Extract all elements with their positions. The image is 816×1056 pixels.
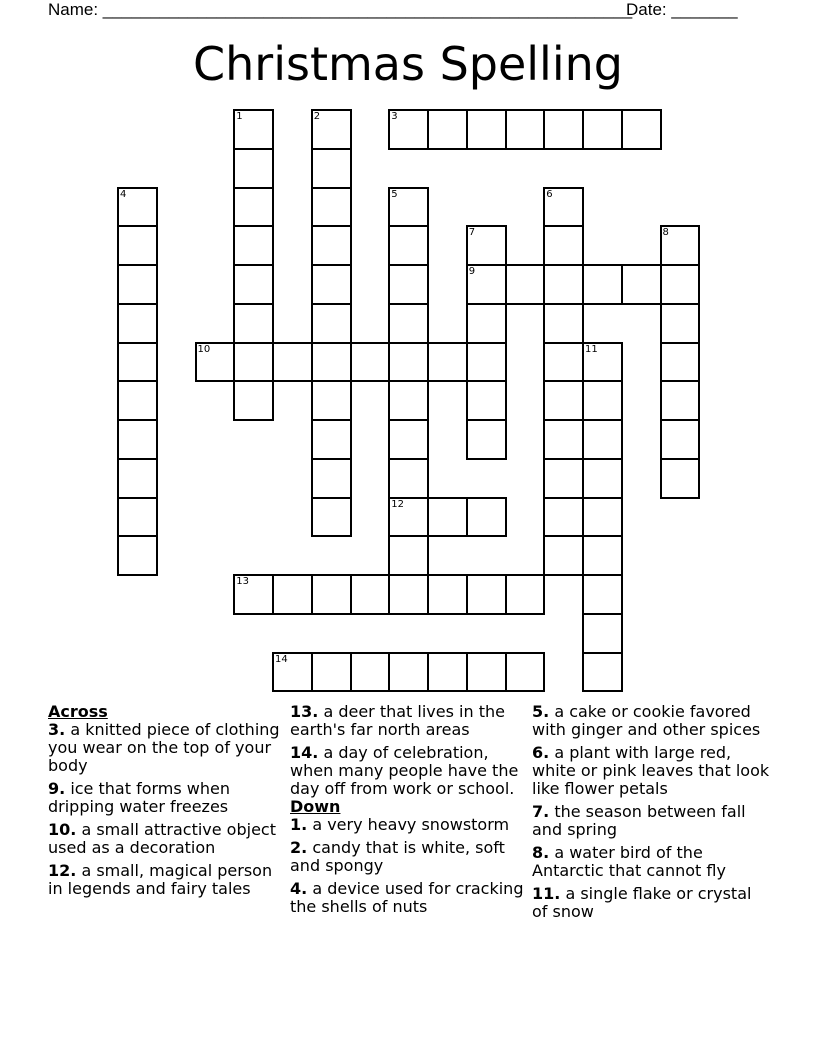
grid-cell[interactable] <box>233 225 274 266</box>
grid-cell[interactable] <box>233 187 274 228</box>
grid-cell[interactable] <box>466 109 507 150</box>
clue-down-6: 6. a plant with large red, white or pink leaves that look like flower petals <box>532 743 770 798</box>
grid-cell[interactable] <box>466 574 507 615</box>
grid-cell[interactable] <box>427 342 468 383</box>
grid-cell[interactable] <box>233 342 274 383</box>
clue-number: 14 <box>275 653 288 665</box>
grid-cell[interactable] <box>388 380 429 421</box>
grid-cell[interactable] <box>311 652 352 693</box>
clues-column-3 <box>532 703 770 926</box>
grid-cell[interactable] <box>466 225 507 266</box>
grid-cell[interactable] <box>311 574 352 615</box>
grid-cell[interactable] <box>311 342 352 383</box>
down-heading: Down <box>290 797 341 816</box>
grid-cell[interactable] <box>311 419 352 460</box>
grid-cell[interactable] <box>543 419 584 460</box>
clue-down-8: 8. a water bird of the Antarctic that cannot fly <box>532 843 726 880</box>
clue-number: 13 <box>236 576 249 587</box>
grid-cell[interactable] <box>427 109 468 150</box>
grid-cell[interactable] <box>350 574 391 615</box>
grid-cell[interactable] <box>543 187 584 228</box>
grid-cell[interactable] <box>427 497 468 538</box>
clue-across-12: 12. a small, magical person in legends and fairy tales <box>48 861 273 898</box>
grid-cell[interactable] <box>233 148 274 189</box>
clue-number: 7 <box>468 227 476 239</box>
clue-number: 9 <box>468 266 476 277</box>
clue-across-3: 3. a knitted piece of clothing you wear on the top of your body <box>48 720 280 775</box>
grid-cell[interactable] <box>272 574 313 615</box>
grid-cell[interactable] <box>311 264 352 305</box>
grid-cell[interactable] <box>466 419 507 460</box>
grid-cell[interactable] <box>311 303 352 344</box>
grid-cell[interactable] <box>195 342 236 383</box>
grid-cell[interactable] <box>543 535 584 576</box>
clue-down-5: 5. a cake or cookie favored with ginger and other spices <box>532 702 761 739</box>
clue-down-7: 7. the season between fall and spring <box>532 802 746 839</box>
clue-across-14: 14. a day of celebration, when many people have the day off from work or school. <box>290 743 519 798</box>
grid-cell[interactable] <box>117 380 158 421</box>
grid-cell[interactable] <box>543 380 584 421</box>
grid-cell[interactable] <box>660 225 701 266</box>
grid-cell[interactable] <box>582 264 623 305</box>
grid-cell[interactable] <box>233 574 274 615</box>
grid-cell[interactable] <box>543 497 584 538</box>
clue-number: 1 <box>236 111 243 122</box>
clue-across-10: 10. a small attractive object used as a decoration <box>48 820 276 857</box>
grid-cell[interactable] <box>233 303 274 344</box>
grid-cell[interactable] <box>660 303 701 344</box>
grid-cell[interactable] <box>388 225 429 266</box>
grid-cell[interactable] <box>505 574 546 615</box>
grid-cell[interactable] <box>582 458 623 499</box>
clue-number: 6 <box>546 188 553 200</box>
grid-cell[interactable] <box>311 225 352 266</box>
grid-cell[interactable] <box>582 419 623 460</box>
grid-cell[interactable] <box>117 458 158 499</box>
grid-cell[interactable] <box>466 303 507 344</box>
grid-cell[interactable] <box>466 497 507 538</box>
grid-cell[interactable] <box>272 652 313 693</box>
grid-cell[interactable] <box>466 264 507 305</box>
grid-cell[interactable] <box>311 380 352 421</box>
grid-cell[interactable] <box>582 109 623 150</box>
grid-cell[interactable] <box>388 109 429 150</box>
clue-number: 11 <box>585 343 598 355</box>
grid-cell[interactable] <box>311 497 352 538</box>
grid-cell[interactable] <box>660 342 701 383</box>
grid-cell[interactable] <box>233 380 274 421</box>
grid-cell[interactable] <box>660 380 701 421</box>
grid-cell[interactable] <box>621 109 662 150</box>
grid-cell[interactable] <box>350 342 391 383</box>
date-field[interactable]: Date: _______ <box>626 0 738 19</box>
grid-cell[interactable] <box>543 109 584 150</box>
grid-cell[interactable] <box>582 497 623 538</box>
clue-down-1: 1. a very heavy snowstorm <box>290 815 510 834</box>
grid-cell[interactable] <box>233 264 274 305</box>
grid-cell[interactable] <box>427 652 468 693</box>
grid-cell[interactable] <box>388 458 429 499</box>
grid-cell[interactable] <box>582 342 623 383</box>
clue-number: 12 <box>391 498 404 510</box>
grid-cell[interactable] <box>582 535 623 576</box>
grid-cell[interactable] <box>543 264 584 305</box>
grid-cell[interactable] <box>582 613 623 654</box>
grid-cell[interactable] <box>543 458 584 499</box>
grid-cell[interactable] <box>388 574 429 615</box>
grid-cell[interactable] <box>272 342 313 383</box>
grid-cell[interactable] <box>117 264 158 305</box>
grid-cell[interactable] <box>466 342 507 383</box>
grid-cell[interactable] <box>233 109 274 150</box>
grid-cell[interactable] <box>466 652 507 693</box>
grid-cell[interactable] <box>388 342 429 383</box>
clue-number: 8 <box>662 227 669 239</box>
grid-cell[interactable] <box>388 535 429 576</box>
clue-number: 10 <box>197 343 211 355</box>
grid-cell[interactable] <box>660 419 701 460</box>
grid-cell[interactable] <box>388 497 429 538</box>
clue-across-9: 9. ice that forms when dripping water freezes <box>48 779 230 816</box>
grid-cell[interactable] <box>117 497 158 538</box>
clue-down-11: 11. a single flake or crystal of snow <box>532 884 752 921</box>
grid-cell[interactable] <box>582 574 623 615</box>
clue-number: 3 <box>391 111 398 122</box>
clue-down-2: 2. candy that is white, soft and spongy <box>290 838 505 875</box>
grid-cell[interactable] <box>311 458 352 499</box>
grid-cell[interactable] <box>117 225 158 266</box>
clues-column-2 <box>290 703 528 921</box>
grid-cell[interactable] <box>388 264 429 305</box>
grid-cell[interactable] <box>350 652 391 693</box>
grid-cell[interactable] <box>543 342 584 383</box>
grid-cell[interactable] <box>311 187 352 228</box>
grid-cell[interactable] <box>388 303 429 344</box>
clue-number: 5 <box>391 188 398 200</box>
grid-cell[interactable] <box>311 109 352 150</box>
grid-cell[interactable] <box>117 303 158 344</box>
clue-across-13: 13. a deer that lives in the earth's far north areas <box>290 702 505 739</box>
clues-column-1 <box>48 703 286 903</box>
grid-cell[interactable] <box>388 652 429 693</box>
clue-down-4: 4. a device used for cracking the shells of nuts <box>290 879 524 916</box>
grid-cell[interactable] <box>543 225 584 266</box>
grid-cell[interactable] <box>543 303 584 344</box>
grid-cell[interactable] <box>388 419 429 460</box>
grid-cell[interactable] <box>582 652 623 693</box>
grid-cell[interactable] <box>505 109 546 150</box>
grid-cell[interactable] <box>388 187 429 228</box>
clue-number: 2 <box>313 111 321 122</box>
name-field[interactable]: Name: ________________________________________________________ <box>48 0 633 19</box>
grid-cell[interactable] <box>117 419 158 460</box>
grid-cell[interactable] <box>582 380 623 421</box>
grid-cell[interactable] <box>117 187 158 228</box>
grid-cell[interactable] <box>117 342 158 383</box>
grid-cell[interactable] <box>466 380 507 421</box>
grid-cell[interactable] <box>117 535 158 576</box>
grid-cell[interactable] <box>311 148 352 189</box>
grid-cell[interactable] <box>660 458 701 499</box>
across-heading: Across <box>48 702 108 721</box>
grid-cell[interactable] <box>427 574 468 615</box>
grid-cell[interactable] <box>505 652 546 693</box>
page-title: Christmas Spelling <box>193 37 623 91</box>
grid-cell[interactable] <box>505 264 546 305</box>
grid-cell[interactable] <box>660 264 701 305</box>
clue-number: 4 <box>120 188 127 200</box>
grid-cell[interactable] <box>621 264 662 305</box>
